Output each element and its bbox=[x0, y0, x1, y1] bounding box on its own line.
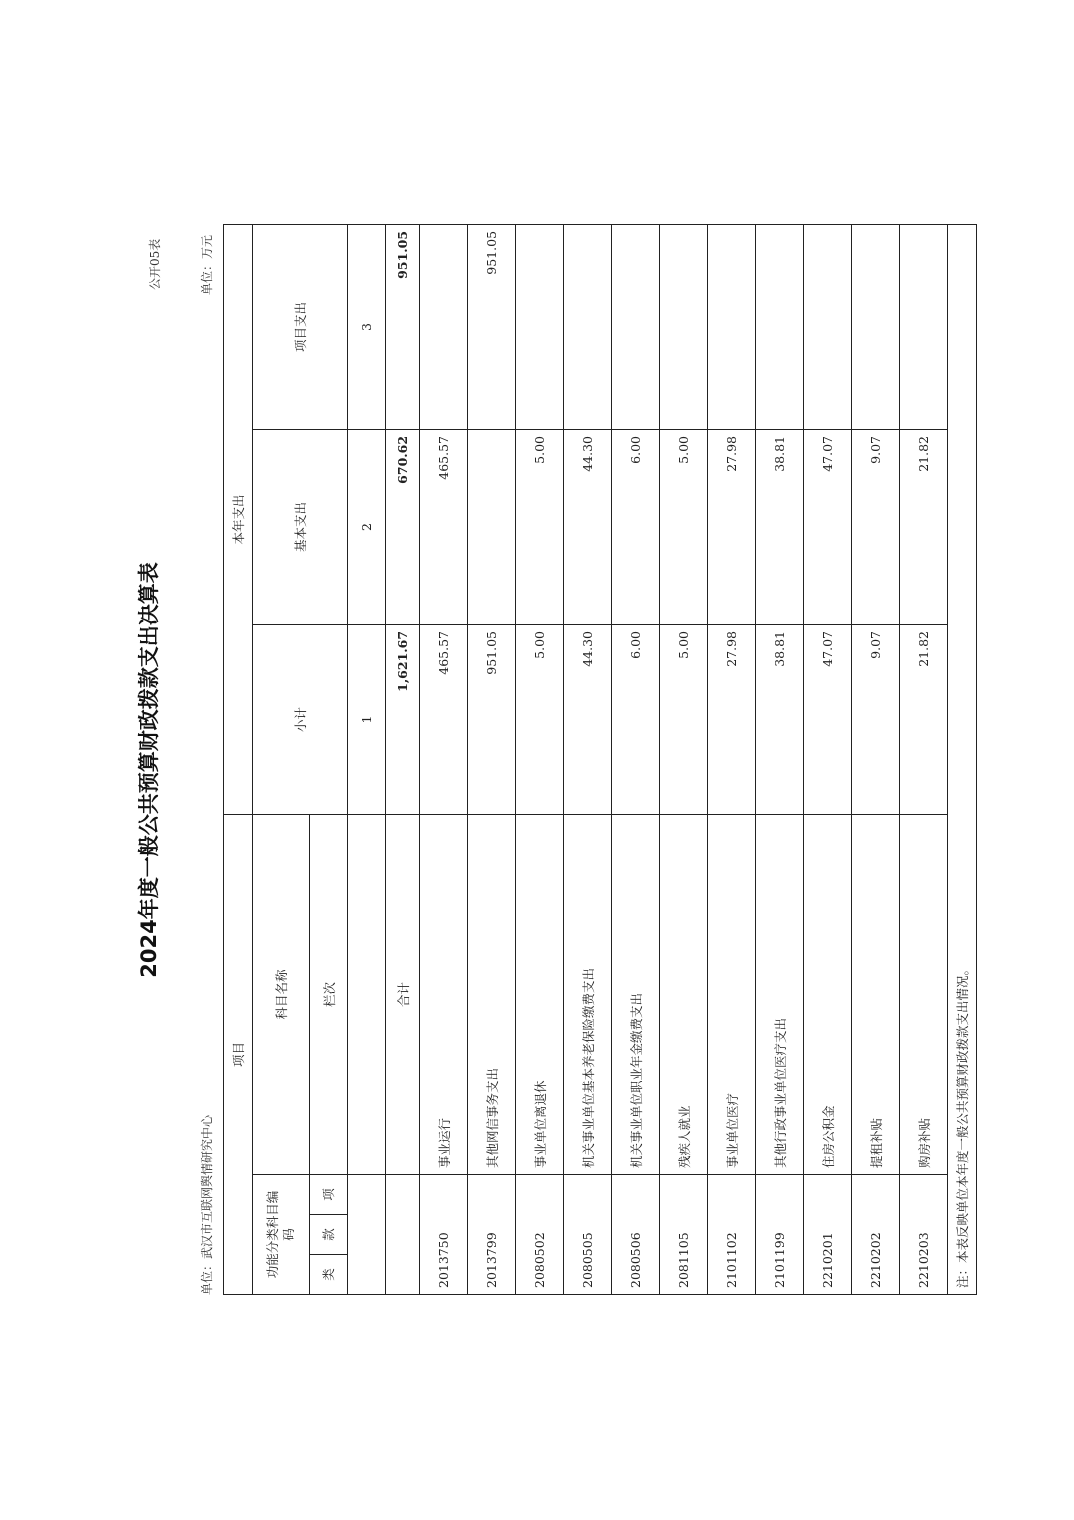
row-basic: 47.07 bbox=[804, 429, 852, 624]
row-project bbox=[564, 224, 612, 429]
name-label: 科目名称 bbox=[253, 814, 310, 1174]
row-subtotal: 9.07 bbox=[852, 624, 900, 814]
empty-cell bbox=[386, 1175, 420, 1295]
row-project bbox=[420, 224, 468, 429]
row-subtotal: 21.82 bbox=[900, 624, 948, 814]
row-project bbox=[852, 224, 900, 429]
row-code: 2210201 bbox=[804, 1175, 852, 1295]
document-title: 2024年度一般公共预算财政拨款支出决算表 bbox=[137, 562, 161, 978]
row-basic: 21.82 bbox=[900, 429, 948, 624]
table-row bbox=[756, 224, 804, 1294]
note-row bbox=[948, 224, 977, 1294]
row-basic: 465.57 bbox=[420, 429, 468, 624]
code-label: 功能分类科目编码 bbox=[265, 1190, 296, 1279]
row-name: 机关事业单位基本养老保险缴费支出 bbox=[564, 814, 612, 1174]
data-rows bbox=[420, 224, 948, 1294]
row-subtotal: 951.05 bbox=[468, 624, 516, 814]
empty-cell bbox=[348, 814, 386, 1174]
total-project: 951.05 bbox=[386, 224, 420, 429]
lei-kuan-xiang-cell bbox=[310, 1175, 348, 1295]
table-row bbox=[900, 224, 948, 1294]
row-project: 951.05 bbox=[468, 224, 516, 429]
total-label: 合计 bbox=[386, 814, 420, 1174]
row-code: 2210202 bbox=[852, 1175, 900, 1295]
col-number-1: 1 bbox=[348, 624, 386, 814]
row-subtotal: 5.00 bbox=[660, 624, 708, 814]
row-name: 其他行政事业单位医疗支出 bbox=[756, 814, 804, 1174]
row-basic: 9.07 bbox=[852, 429, 900, 624]
row-code: 2080506 bbox=[612, 1175, 660, 1295]
row-code: 2101199 bbox=[756, 1175, 804, 1295]
table-note: 注：本表反映单位本年度一般公共预算财政拨款支出情况。 bbox=[948, 224, 977, 1294]
table-row bbox=[708, 224, 756, 1294]
total-basic: 670.62 bbox=[386, 429, 420, 624]
table-row bbox=[468, 224, 516, 1294]
unit-money: 单位：万元 bbox=[200, 234, 214, 295]
header-row-middle bbox=[253, 224, 310, 1294]
row-project bbox=[516, 224, 564, 429]
row-name: 残疾人就业 bbox=[660, 814, 708, 1174]
col-number-2: 2 bbox=[348, 429, 386, 624]
row-subtotal: 47.07 bbox=[804, 624, 852, 814]
row-basic bbox=[468, 429, 516, 624]
total-row bbox=[386, 224, 420, 1294]
row-project bbox=[756, 224, 804, 429]
empty-cell bbox=[348, 1175, 386, 1295]
row-code: 2101102 bbox=[708, 1175, 756, 1295]
row-basic: 6.00 bbox=[612, 429, 660, 624]
row-code: 2080505 bbox=[564, 1175, 612, 1295]
row-subtotal: 5.00 bbox=[516, 624, 564, 814]
row-name: 事业单位医疗 bbox=[708, 814, 756, 1174]
row-code: 2013799 bbox=[468, 1175, 516, 1295]
xiang-label: 项 bbox=[321, 1188, 336, 1201]
row-subtotal: 44.30 bbox=[564, 624, 612, 814]
row-project bbox=[804, 224, 852, 429]
lan-ci-label: 栏次 bbox=[310, 814, 348, 1174]
table-row bbox=[420, 224, 468, 1294]
row-basic: 5.00 bbox=[516, 429, 564, 624]
row-project bbox=[660, 224, 708, 429]
table-row bbox=[516, 224, 564, 1294]
current-year-header: 本年支出 bbox=[224, 224, 253, 814]
row-name: 机关事业单位职业年金缴费支出 bbox=[612, 814, 660, 1174]
row-code: 2080502 bbox=[516, 1175, 564, 1295]
row-basic: 38.81 bbox=[756, 429, 804, 624]
row-name: 购房补贴 bbox=[900, 814, 948, 1174]
column-number-row bbox=[348, 224, 386, 1294]
table-row bbox=[564, 224, 612, 1294]
row-name: 提租补贴 bbox=[852, 814, 900, 1174]
form-code: 公开05表 bbox=[148, 238, 162, 290]
row-subtotal: 465.57 bbox=[420, 624, 468, 814]
project-exp-header: 项目支出 bbox=[253, 224, 348, 429]
header-row-top bbox=[224, 224, 253, 1294]
table-row bbox=[804, 224, 852, 1294]
table-row bbox=[660, 224, 708, 1294]
subtotal-header: 小计 bbox=[253, 624, 348, 814]
basic-header: 基本支出 bbox=[253, 429, 348, 624]
row-basic: 27.98 bbox=[708, 429, 756, 624]
col-number-3: 3 bbox=[348, 224, 386, 429]
row-subtotal: 6.00 bbox=[612, 624, 660, 814]
row-name: 事业运行 bbox=[420, 814, 468, 1174]
rotated-document bbox=[110, 210, 970, 1330]
code-label-cell bbox=[253, 1175, 310, 1295]
row-basic: 5.00 bbox=[660, 429, 708, 624]
unit-organization: 单位：武汉市互联网舆情研究中心 bbox=[200, 1114, 214, 1295]
row-name: 事业单位离退休 bbox=[516, 814, 564, 1174]
expenditure-table bbox=[223, 224, 977, 1295]
lei-label: 类 bbox=[310, 1254, 347, 1294]
row-code: 2081105 bbox=[660, 1175, 708, 1295]
row-code: 2013750 bbox=[420, 1175, 468, 1295]
table-row bbox=[852, 224, 900, 1294]
table-row bbox=[612, 224, 660, 1294]
row-project bbox=[612, 224, 660, 429]
row-project bbox=[708, 224, 756, 429]
total-subtotal: 1,621.67 bbox=[386, 624, 420, 814]
row-name: 其他网信事务支出 bbox=[468, 814, 516, 1174]
row-project bbox=[900, 224, 948, 429]
row-basic: 44.30 bbox=[564, 429, 612, 624]
project-header: 项目 bbox=[224, 814, 253, 1294]
row-code: 2210203 bbox=[900, 1175, 948, 1295]
row-subtotal: 38.81 bbox=[756, 624, 804, 814]
row-subtotal: 27.98 bbox=[708, 624, 756, 814]
row-name: 住房公积金 bbox=[804, 814, 852, 1174]
kuan-label: 款 bbox=[310, 1214, 347, 1254]
